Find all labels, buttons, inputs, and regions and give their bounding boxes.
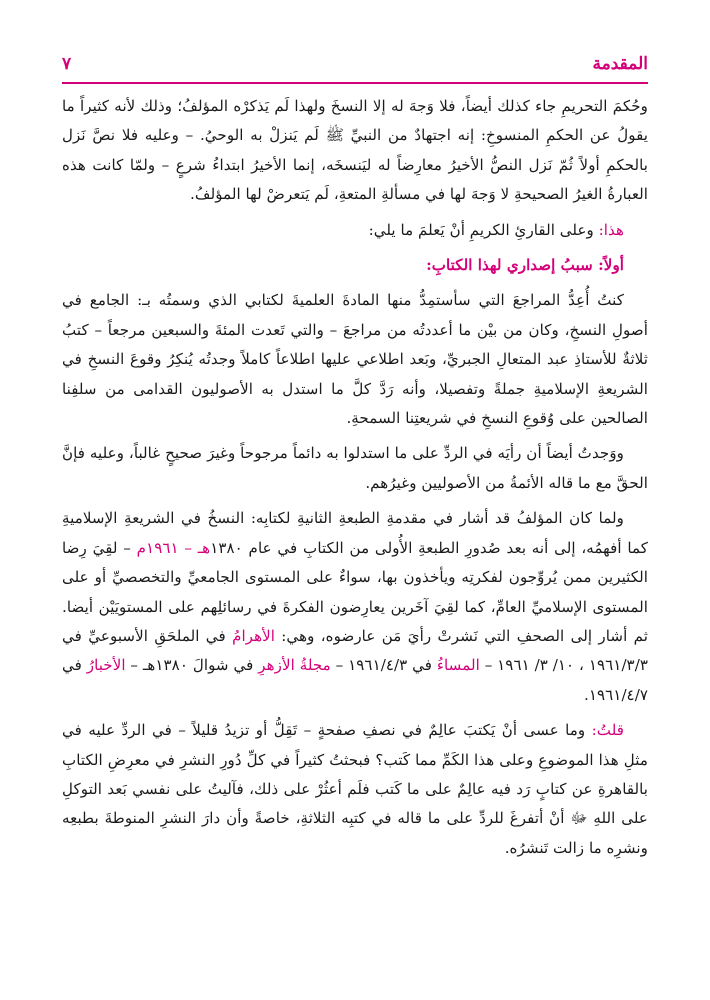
paragraph-7 xyxy=(62,716,648,863)
qultu-label: قلتُ: xyxy=(591,721,624,740)
paragraph-5: ووَجدتُ أيضاً أن رأيَه في الردِّ على ما استدلوا به دائماً مرجوحاً وغيرَ صحيحٍ غالباً، وعليه فإنَّ الحقَّ مع ما قاله الأئمةُ من الأصوليين وغيرُهم. xyxy=(62,444,648,492)
hadha-label: هذا: xyxy=(598,220,624,239)
paragraph-1: وحُكمَ التحريمِ جاء كذلك أيضاً، فلا وَجهَ له إلا النسخَ ولهذا لَم يَذكرْه المؤلفُ؛ وذلك لأنه كثيراً ما يقولُ عن الحكمِ المنسوخِ: إنه اجتهادٌ من النبيِّ ﷺ لَم يَنزلْ به الوحيُ. – وعليه فلا نصَّ نَزل بالحكمِ أولاً ثُمّ نَزل النصُّ الأخيرُ معارِضاً له ليَنسخَه، إنما الأخيرُ ابتداءُ شرعٍ – ولمّا كانت هذه العبارةُ الغيرُ الصحيحةِ لا وَجهَ لها في مسألةِ المتعةِ، لَم يَتعرضْ لها المؤلفُ. xyxy=(62,97,648,204)
paragraph-7-text: وما عسى أنْ يَكتبَ عالِمٌ في نصفِ صفحةٍ – تَقِلُّ أو تزيدُ قليلاً – في الردِّ عليه في مثلِ هذا الموضوعِ وعلى هذا الكَمِّ مما كَتب؟ فبحثتُ كثيراً في كلِّ دُورِ النشرِ في معرِضِ الكتابِ بالقاهرةِ عن كتابٍ رَد فيه عالِمٌ على ما كَتب فلَم أعثُرْ على ذلك، فآليتُ على نفسي بَعد التوكلِ على اللهِ ﷻ أنْ أتفرغَ للردِّ على ما قاله في كتبِه الثلاثةِ، خاصةً وأن دارَ النشرِ المنوطةَ بطبعِه ونشرِه ما زالت تَنشرُه. xyxy=(62,721,648,857)
azhar-name: مجلةُ الأزهرِ xyxy=(258,656,331,675)
paragraph-6-b: – لقِيَ رِضا الكثيرين ممن يُروِّجون لفكرتِه ويأخذون بها، سواءٌ على المستوى الجامعيِّ والتخصصيِّ أو على المستوى الإسلاميِّ العامِّ، كما لقِيَ آخَرين يعارِضون الفكرةَ في رسائلِهم على المستويَيْن أيضا. ثم أشار إلى الصحفِ التي نَشرتْ رأيَ مَن عارضوه، وهي: xyxy=(62,538,649,645)
body-text xyxy=(62,92,648,869)
paragraph-6-f: في ١٩٦١/٤/٧. xyxy=(62,656,648,704)
paragraph-6-a: ولما كان المؤلفُ قد أشار في مقدمةِ الطبعةِ الثانيةِ لكتابِه: النسخُ في الشريعةِ الإسلاميةِ كما أفهمُه، إلى أنه بعد صُدورِ الطبعةِ الأُولى من الكتابِ في عام ١٣٨٠ xyxy=(62,509,649,557)
ahram-name: الأهرامُ xyxy=(232,626,275,645)
hijri-date: هـ – ١٩٦١م xyxy=(136,538,211,557)
header-divider xyxy=(62,82,648,84)
paragraph-6-c: في الملحَقِ الأسبوعيِّ في ١٩٦١/٣/٣ ، ١٠/ ٣/ ١٩٦١ – xyxy=(62,626,648,675)
masaa-name: المساءُ xyxy=(436,656,480,675)
paragraph-2-text: وعلى القارئِ الكريمِ أنْ يَعلمَ ما يلي: xyxy=(368,220,599,239)
page-number: ٧ xyxy=(62,54,72,74)
page-header xyxy=(62,52,648,82)
akhbar-name: الأخبارُ xyxy=(86,656,126,675)
section-heading: أولاً: سببُ إصداري لهذا الكتابِ: xyxy=(426,256,624,275)
paragraph-6-d: في ١٩٦١/٤/٣ – xyxy=(330,656,437,675)
paragraph-6-e: في شوالَ ١٣٨٠هـ – xyxy=(125,656,259,675)
paragraph-2 xyxy=(62,216,648,245)
paragraph-6 xyxy=(62,504,648,710)
section-title: المقدمة xyxy=(592,54,648,74)
paragraph-4: كنتُ أُعِدُّ المراجعَ التي سأستمِدُّ منها المادةَ العلميةَ لكتابي الذي وسمتُه بـ: الجامع في أصولِ النسخِ، وكان من بيْن ما أعددتُه من مراجعَ – والتي تَعدت المئةَ والسبعين مرجعاً – كتبُ ثلاثةٌ للأستاذِ عبد المتعالِ الجبريِّ، وبَعد اطلاعي عليها اطلاعاً كاملاً وجدتُه يُنكِرُ وقوعَ النسخِ في الشريعةِ الإسلاميةِ جملةً وتفصيلا، وأنه رَدَّ كلَّ ما استدل به الأصوليون القدامى من سلفِنا الصالحين على وُقوعِ النسخِ في شريعتِنا السمحةِ. xyxy=(62,291,648,428)
